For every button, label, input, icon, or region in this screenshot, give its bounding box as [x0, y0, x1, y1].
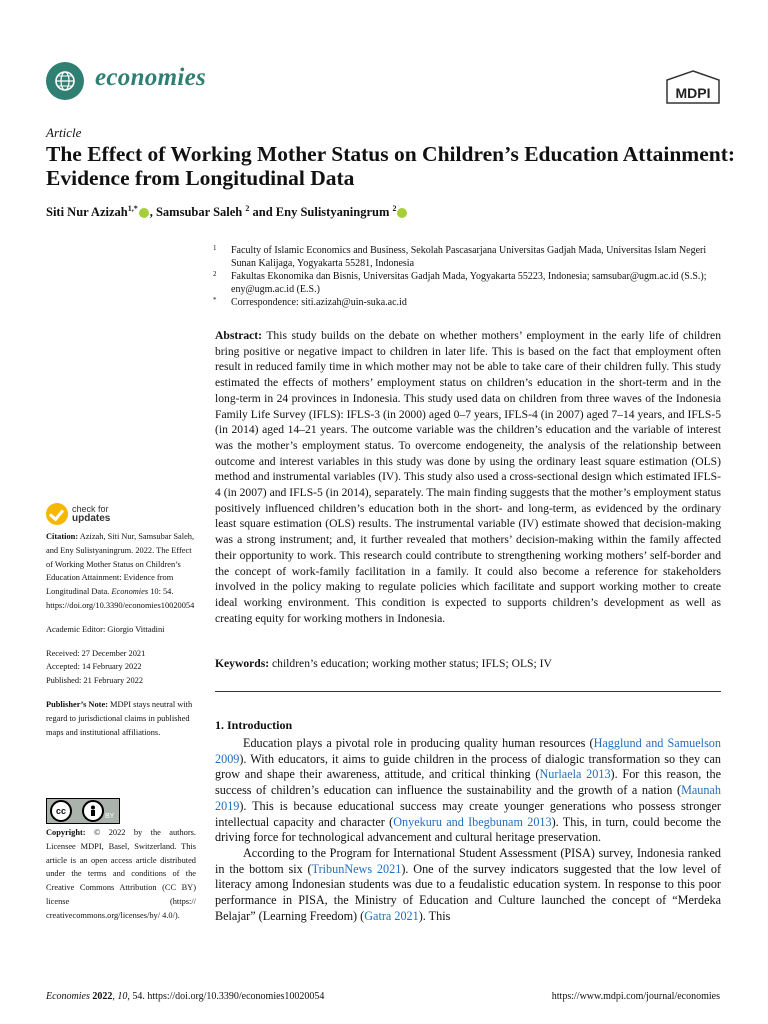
globe-icon	[53, 69, 77, 93]
correspondence: * Correspondence: siti.azizah@uin-suka.ac.id	[213, 296, 407, 308]
orcid-icon[interactable]	[139, 208, 149, 218]
author-affil-mark: 1,*	[127, 204, 138, 213]
article-type: Article	[46, 125, 82, 140]
mdpi-logo[interactable]	[665, 70, 721, 109]
section-divider	[215, 691, 721, 692]
attribution-person-icon	[82, 800, 104, 822]
citation-block: Citation: Azizah, Siti Nur, Samsubar Saleh, and Eny Sulistyaningrum. 2022. The Effect of Working Mother Status on Children’s Education Attainment: Evidence from Longitudinal Data. Economies 10: 54. https://doi.org/10.3390/economies10020054	[46, 532, 195, 610]
affiliation-item: 2 Fakultas Ekonomika dan Bisnis, Universitas Gadjah Mada, Yogyakarta 55223, Indonesia; samsubar@ugm.ac.id (S.S.); eny@ugm.ac.id (E.S.)	[213, 270, 707, 295]
published-date: Published: 21 February 2022	[46, 676, 144, 686]
accepted-date: Accepted: 14 February 2022	[46, 662, 142, 672]
cc-by-license-badge[interactable]	[46, 798, 120, 824]
author-name[interactable]: Siti Nur Azizah	[46, 205, 128, 220]
citation-link[interactable]: TribunNews 2021	[311, 861, 402, 876]
check-updates-text: check for	[72, 504, 109, 514]
received-date: Received: 27 December 2021	[46, 648, 146, 658]
sidebar-info	[46, 530, 198, 749]
journal-logo-icon	[46, 62, 84, 100]
academic-editor: Academic Editor: Giorgio Vittadini	[46, 624, 165, 634]
section-heading: 1. Introduction	[215, 718, 293, 732]
author-list	[46, 204, 408, 220]
author-affil-mark: 2	[392, 204, 397, 213]
paragraph: Education plays a pivotal role in producing quality human resources (Hagglund and Samuelson 2009). With educators, it aims to guide children in the process of dialogic transformation so they can grow and shape their awareness, attitude, and critical thinking (Nurlaela 2013). For this reason, the success of children’s education can influence the sustainability and the growth of a nation (Maunah 2019). This is because educational success may create younger generations who possess stronger intellectual capacity and character (Onyekuru and Ibegbunam 2013). This, in turn, could become the driving force for technological advancement and cultural heritage preservation.	[215, 736, 721, 845]
journal-name[interactable]: economies	[95, 64, 207, 91]
check-updates-text: updates	[72, 513, 111, 524]
check-for-updates-button[interactable]	[46, 503, 110, 525]
abstract-text: This study builds on the debate on whether mothers’ employment in the early life of children bring positive or negative impact to children in later life. This is based on the fact that employment often result in reduced family time in which mother may not be able to take care of their children fully. This study estimated the effects of mothers’ employment status on children’s education in the short-term and in the long-term in 24 provinces in Indonesia. This study used data on children from three waves of the Indonesia Family Life Survey (IFLS): IFLS-3 (in 2000) aged 0–7 years, IFLS-4 (in 2007) aged 7–14 years, and IFLS-5 (in 2014) aged 14–21 years. The outcome variable was the children’s education and the variable of interest was the mother’s employment status. To overcome endogeneity, the analysis of the relationship between outcome and interest variables in this study was done by using the ordinary least square estimation (OLS) method and instrumental variables (IV). This study also used a cross-sectional design which estimated IFLS-4 (in 2007) and IFLS-5 (in 2014), separately. The main finding suggests that the mother’s employment status positively influenced children’s education both in the short- and long-term, as evidenced by the ordinary least square estimation (OLS) results. The instrumental variable (IV) estimate showed that decision-making was a strong instrument; and, it further revealed that mothers’ decision-making within the family affected their opportunity to work. This research could contribute to strengthening working mothers’ self-border and the concept of work-family facilitation in a family. It could also become a reference for stakeholders involved in the policy making to regulate policies which facilitate and support working mother to create ideal working environment. This condition is expected to supports children’s development as well as creating equity for working mothers in Indonesia.	[215, 329, 721, 625]
mdpi-logo-text: MDPI	[675, 85, 711, 101]
author-name[interactable]: , Samsubar Saleh	[149, 205, 243, 220]
citation-doi[interactable]: 10: 54. https://doi.org/10.3390/economies10020054	[46, 587, 195, 610]
paper-title: The Effect of Working Mother Status on Children’s Education Attainment: Evidence from Longitudinal Data	[46, 142, 736, 190]
citation-link[interactable]: Maunah 2019	[215, 783, 721, 813]
citation-link[interactable]: Nurlaela 2013	[539, 767, 611, 782]
citation-link[interactable]: Gatra 2021	[364, 908, 419, 923]
citation-link[interactable]: Hagglund and Samuelson 2009	[215, 736, 721, 766]
footer-citation: Economies 2022, 10, 54. https://doi.org/10.3390/economies10020054	[46, 991, 325, 1002]
author-name[interactable]: and Eny Sulistyaningrum	[249, 205, 390, 220]
keywords	[215, 657, 721, 670]
creative-commons-icon: cc	[50, 800, 72, 822]
affiliation-item: 1 Faculty of Islamic Economics and Business, Sekolah Pascasarjana Universitas Gadjah Mada, Universitas Islam Negeri Sunan Kalijaga, Yogyakarta 55281, Indonesia	[213, 244, 707, 269]
footer-journal-url[interactable]: https://www.mdpi.com/journal/economies	[551, 991, 720, 1002]
author-affil-mark: 2	[245, 204, 250, 213]
citation-link[interactable]: Onyekuru and Ibegbunam 2013	[393, 814, 552, 829]
copyright-notice: Copyright: © 2022 by the authors. Licensee MDPI, Basel, Switzerland. This article is an open access article distributed under the terms and conditions of the Creative Commons Attribution (CC BY) license (https:// creativecommons.org/licenses/by/ 4.0/).	[46, 828, 197, 920]
keywords-text: children’s education; working mother status; IFLS; OLS; IV	[272, 657, 552, 670]
paragraph: According to the Program for International Student Assessment (PISA) survey, Indonesia ranked in the bottom six (TribunNews 2021). One of the survey indicators suggested that the low level of literacy among Indonesian students was due to a feudalistic education system. In response to this poor performance in PISA, the Ministry of Education and Culture launched the concept of “Merdeka Belajar” (Learning Freedom) (Gatra 2021). This	[215, 845, 721, 923]
publisher-note: Publisher’s Note: MDPI stays neutral with regard to jurisdictional claims in published maps and institutional affiliations.	[46, 699, 193, 737]
check-icon	[46, 503, 68, 525]
affiliations	[213, 244, 733, 309]
abstract	[215, 328, 721, 626]
by-label: BY	[105, 813, 115, 820]
keywords-label: Keywords:	[215, 657, 270, 670]
abstract-label: Abstract:	[215, 329, 263, 342]
orcid-icon[interactable]	[397, 208, 407, 218]
body-text	[215, 736, 721, 924]
